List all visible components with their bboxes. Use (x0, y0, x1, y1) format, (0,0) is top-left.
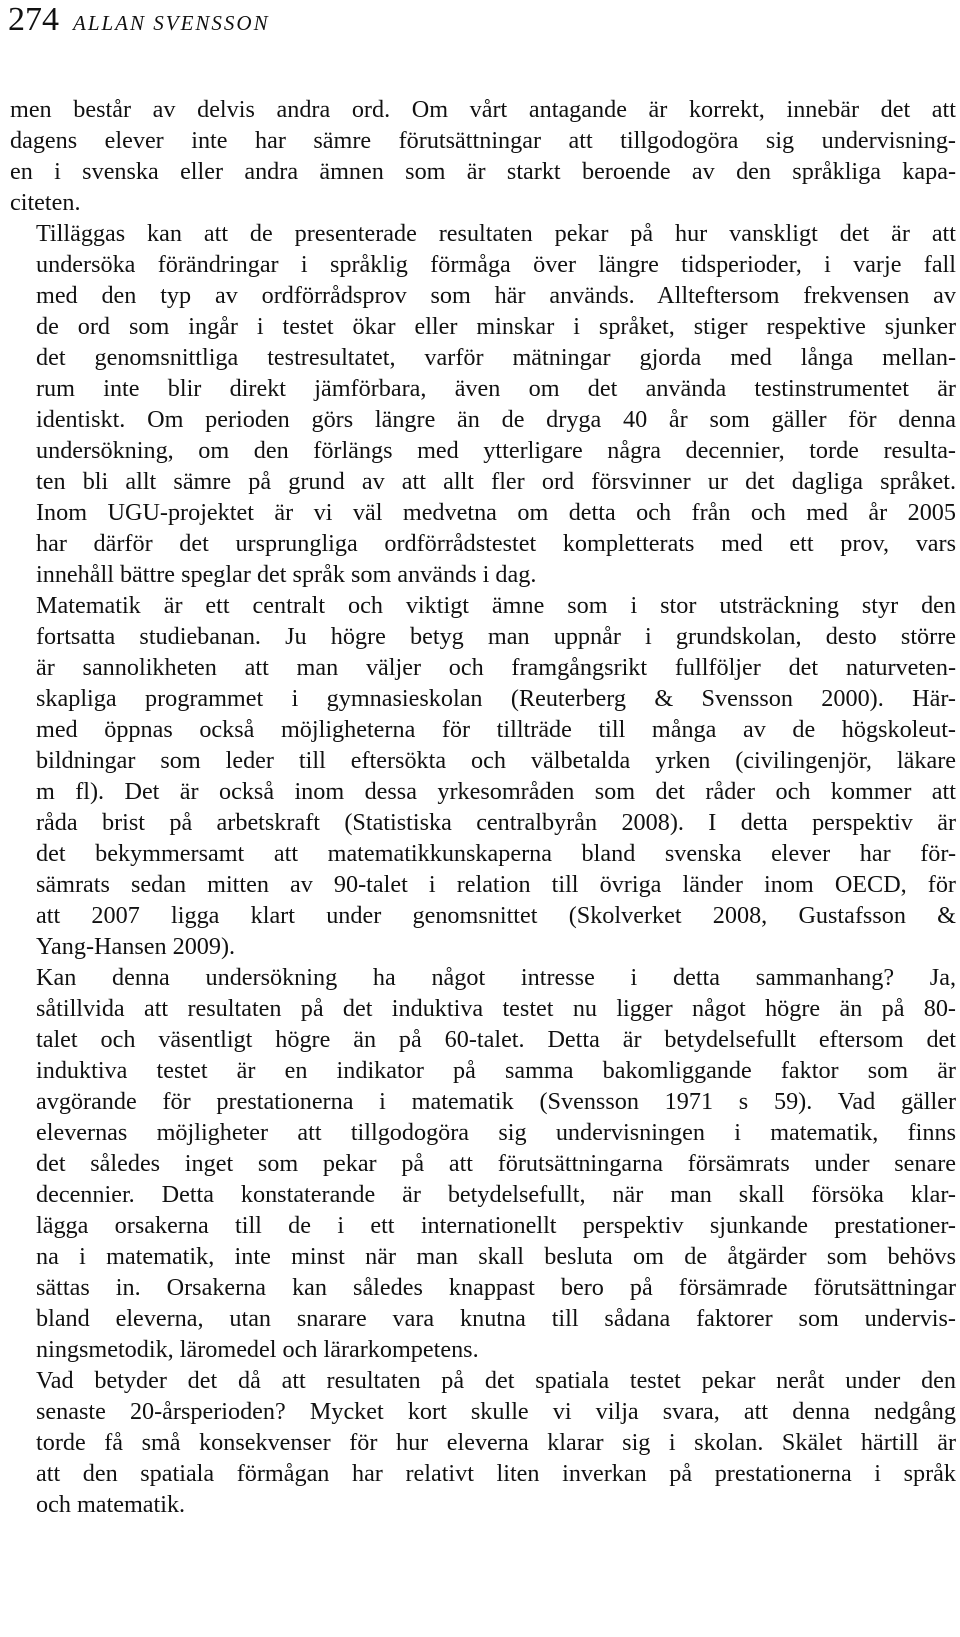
text-line: sämrats sedan mitten av 90-talet i relation till övriga länder inom OECD, för (36, 871, 956, 898)
text-line: elevernas möjligheter att tillgodogöra sig undervisningen i matematik, finns (36, 1119, 956, 1146)
text-line: med den typ av ordförrådsprov som här används. Allteftersom frekvensen av (36, 282, 956, 309)
text-line: det genomsnittliga testresultatet, varför mätningar gjorda med långa mellan- (36, 344, 956, 371)
text-line: m fl). Det är också inom dessa yrkesområden som det råder och kommer att (36, 778, 956, 805)
text-line: induktiva testet är en indikator på samma bakomliggande faktor som är (36, 1057, 956, 1084)
text-line: bildningar som leder till eftersökta och välbetalda yrken (civilingenjör, läkare (36, 747, 956, 774)
text-line: med öppnas också möjligheterna för tillträde till många av de högskoleut- (36, 716, 956, 743)
text-line: ningsmetodik, läromedel och lärarkompetens. (36, 1336, 479, 1363)
text-line: identiskt. Om perioden görs längre än de dryga 40 år som gäller för denna (36, 406, 956, 433)
text-line: att 2007 ligga klart under genomsnittet (Skolverket 2008, Gustafsson & (36, 902, 956, 929)
text-line: en i svenska eller andra ämnen som är starkt beroende av den språkliga kapa- (10, 158, 956, 185)
paragraph (10, 94, 956, 218)
body-text (10, 94, 956, 1520)
paragraph (10, 1365, 956, 1520)
text-line: de ord som ingår i testet ökar eller minskar i språket, stiger respektive sjunker (36, 313, 956, 340)
text-line: Matematik är ett centralt och viktigt ämne som i stor utsträckning styr den (36, 592, 956, 619)
text-line: råda brist på arbetskraft (Statistiska centralbyrån 2008). I detta perspektiv är (36, 809, 956, 836)
text-line: Yang-Hansen 2009). (36, 933, 236, 960)
text-line: lägga orsakerna till de i ett internationellt perspektiv sjunkande prestationer- (36, 1212, 956, 1239)
text-line: såtillvida att resultaten på det induktiva testet nu ligger något högre än på 80- (36, 995, 956, 1022)
text-line: fortsatta studiebanan. Ju högre betyg man uppnår i grundskolan, desto större (36, 623, 956, 650)
paragraph (10, 590, 956, 962)
text-line: Kan denna undersökning ha något intresse i detta sammanhang? Ja, (36, 964, 956, 991)
text-line: dagens elever inte har sämre förutsättningar att tillgodogöra sig undervisning- (10, 127, 956, 154)
text-line: är sannolikheten att man väljer och framgångsrikt fullföljer det naturveten- (36, 654, 956, 681)
paragraph (10, 962, 956, 1365)
text-line: innehåll bättre speglar det språk som används i dag. (36, 561, 537, 588)
text-line: talet och väsentligt högre än på 60-talet. Detta är betydelsefullt eftersom det (36, 1026, 956, 1053)
text-line: det bekymmersamt att matematikkunskaperna bland svenska elever har för- (36, 840, 956, 867)
text-line: na i matematik, inte minst när man skall besluta om de åtgärder som behövs (36, 1243, 956, 1270)
text-line: undersökning, om den förlängs med ytterligare några decennier, torde resulta- (36, 437, 956, 464)
page-number: 274 (8, 1, 59, 38)
text-line: torde få små konsekvenser för hur eleverna klarar sig i skolan. Skälet härtill är (36, 1429, 956, 1456)
text-line: skapliga programmet i gymnasieskolan (Reuterberg & Svensson 2000). Här- (36, 685, 956, 712)
text-line: citeten. (10, 189, 81, 216)
text-line: sättas in. Orsakerna kan således knappast bero på försämrade förutsättningar (36, 1274, 956, 1301)
text-line: Vad betyder det då att resultaten på det spatiala testet pekar neråt under den (36, 1367, 956, 1394)
text-line: undersöka förändringar i språklig förmåga över längre tidsperioder, i varje fall (36, 251, 956, 278)
text-line: senaste 20-årsperioden? Mycket kort skulle vi vilja svara, att denna nedgång (36, 1398, 956, 1425)
text-line: Tilläggas kan att de presenterade resultaten pekar på hur vanskligt det är att (36, 220, 956, 247)
text-line: har därför det ursprungliga ordförrådstestet kompletterats med ett prov, vars (36, 530, 956, 557)
text-line: att den spatiala förmågan har relativt liten inverkan på prestationerna i språk (36, 1460, 956, 1487)
text-line: och matematik. (36, 1491, 186, 1518)
text-line: det således inget som pekar på att förutsättningarna försämrats under senare (36, 1150, 956, 1177)
running-header (8, 0, 270, 44)
text-line: Inom UGU-projektet är vi väl medvetna om detta och från och med år 2005 (36, 499, 956, 526)
text-line: men består av delvis andra ord. Om vårt antagande är korrekt, innebär det att (10, 96, 956, 123)
text-line: bland eleverna, utan snarare vara knutna till sådana faktorer som undervis- (36, 1305, 956, 1332)
running-author: ALLAN SVENSSON (73, 11, 270, 35)
text-line: ten bli allt sämre på grund av att allt fler ord försvinner ur det dagliga språket. (36, 468, 956, 495)
text-line: decennier. Detta konstaterande är betydelsefullt, när man skall försöka klar- (36, 1181, 956, 1208)
text-line: avgörande för prestationerna i matematik (Svensson 1971 s 59). Vad gäller (36, 1088, 956, 1115)
paragraph (10, 218, 956, 590)
text-line: rum inte blir direkt jämförbara, även om det använda testinstrumentet är (36, 375, 956, 402)
